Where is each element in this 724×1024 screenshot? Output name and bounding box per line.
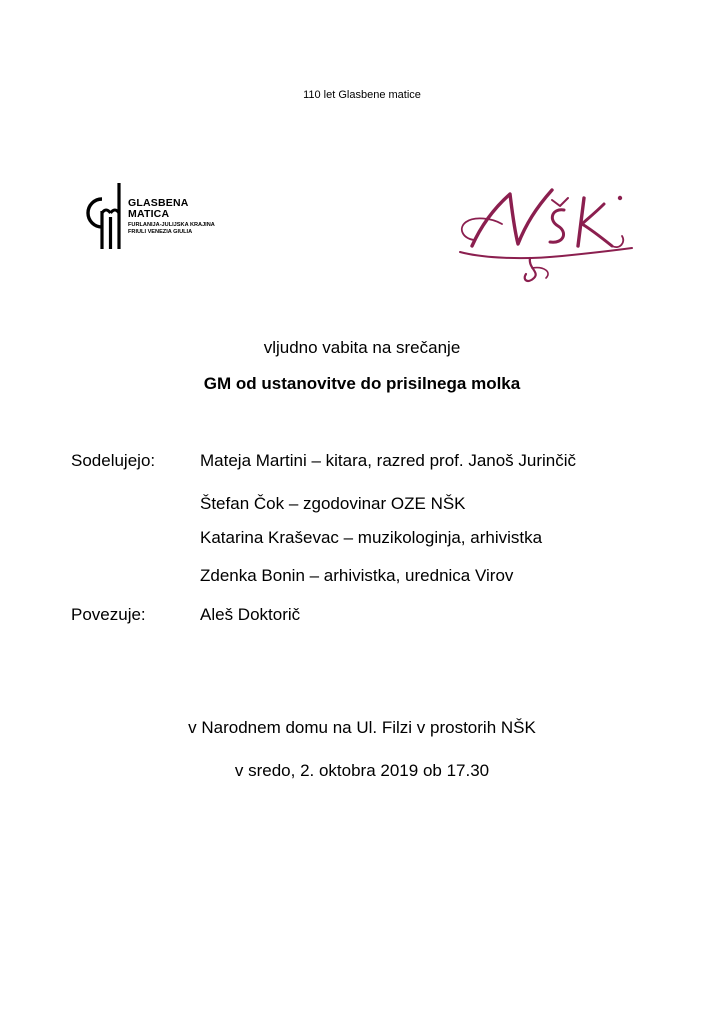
- logo-text-glasbena: GLASBENA: [128, 197, 189, 209]
- invitation-line: vljudno vabita na srečanje: [263, 338, 461, 357]
- event-venue: v Narodnem domu na Ul. Filzi v prostorih NŠK: [188, 718, 536, 737]
- participant-item: Katarina Kraševac – muzikologinja, arhivistka: [200, 528, 543, 547]
- host-name: Aleš Doktorič: [200, 605, 301, 624]
- participant-item: Zdenka Bonin – arhivistka, urednica Virov: [200, 566, 514, 585]
- event-date: v sredo, 2. oktobra 2019 ob 17.30: [234, 761, 490, 780]
- host-label: Povezuje:: [71, 605, 146, 624]
- logo-text-region-sl: FURLANIJA-JULIJSKA KRAJINA: [128, 222, 215, 228]
- participants-label: Sodelujejo:: [71, 451, 156, 470]
- participant-item: Štefan Čok – zgodovinar OZE NŠK: [200, 494, 466, 513]
- logo-text-matica: MATICA: [128, 208, 170, 220]
- page-header: 110 let Glasbene matice: [303, 89, 421, 101]
- glasbena-matica-logo: [84, 181, 234, 253]
- nsk-signature-icon: [452, 180, 637, 290]
- gm-logo-icon: [84, 181, 124, 251]
- logo-text-region-it: FRIULI VENEZIA GIULIA: [128, 229, 193, 235]
- nsk-logo: [452, 180, 637, 290]
- event-title: GM od ustanovitve do prisilnega molka: [203, 374, 521, 393]
- participant-item: Mateja Martini – kitara, razred prof. Janoš Jurinčič: [200, 451, 577, 470]
